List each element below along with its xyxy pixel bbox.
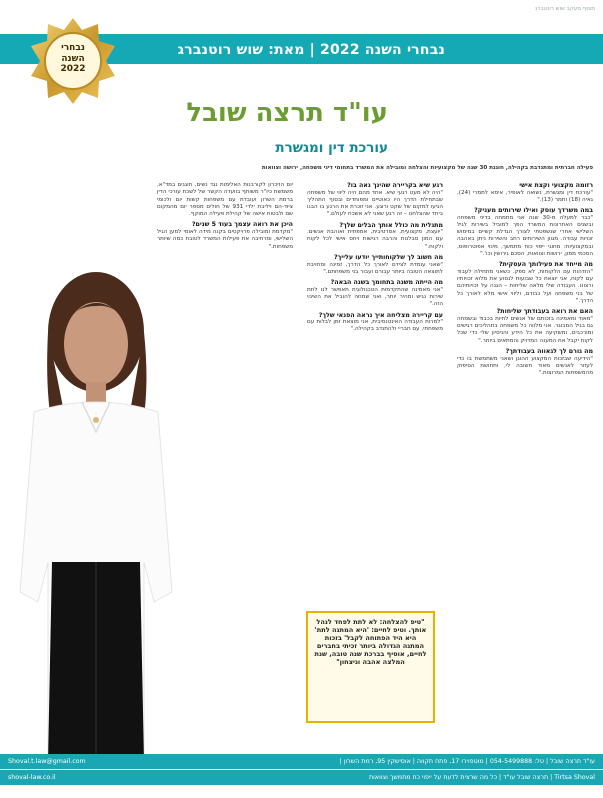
meta-right: מוסף מעקב שוש רוטנברג	[534, 6, 595, 12]
answer: "שאני עומדת לצידם לאורך כל הדרך, זמינה ומחויבת לתוצאה הטובה ביותר עבורם ועבור בני משפחתם."	[307, 261, 443, 275]
answer: "יועצת, מקצועית, אסרטיבית, אמפתית ואוהבת אנשים. עם המון סבלנות והרבה רגישות ויחס אישי לכל לקוח ולקוח."	[307, 229, 443, 250]
answer: "מקדמת ומובילה פרויקטים בקנה מידה לאומי למען הגיל השלישי, ומרחיבה את פעילות המשרד לטובת כמה שיותר משפחות."	[157, 228, 293, 250]
answer: "עורכת דין ומגשרת, נשואה לאופיר, אימא לתמרי (24), גאיה (18) ותמר (13)."	[457, 189, 593, 203]
answer: "הזדהות עם הלקוחות, לא ספק. כשאני מתחילה לעבוד עם לקוח, אני יוצאת כל שבועות לנסוע את מלוא זכויותיו ורצונו. העבודה שלי מלאה שליחות – הגנה על זכויותיהם של בני משפחה ועל כבודם, וליווי אישי מלא לאורך כל הדרך."	[457, 268, 593, 305]
question: עם קריירה מצליחה איך נראה הפנאי שלך?	[318, 311, 443, 319]
answer: יום הזיכרון לקורבנות האלימות נגד נשים, חוגגים במד"א, משמשת כיו"ר משותף בוועדה הקשר של לשכת עורכי הדין ברמת השרון ועובדת עם משפחות קשות יום ולכומי ציוד-הם ויליבת ילדי 931 של חולים מספר יום מהמקום שם ולבטוח אישה של קהילת פעילה המוקף.	[157, 182, 293, 218]
question: מה גורם לך לגאווה בעבודתך?	[505, 348, 593, 356]
article-column-2	[307, 182, 443, 336]
answer: "היה לא מעט רגעי שיא. אחד מהם היה ליווי של משפחה שבתחילת הדרך היו כאוטיים ומפוחדים ובסוף התהליך הגיעו למקום של שקט ורוגע. אני זוכרת את הרגע בו הבנו ביחד שהצלחנו – זה רגע שאני לא אשכח לעולם."	[307, 189, 443, 218]
footer-social[interactable]: Tirtsa Shoval | תרצה שובל עו"ד | כל מה שרצית לדעת על ייפוי כח מתמשך וצוואות	[369, 774, 595, 781]
question: מה הייתה משנה בתחומך בשנה הבאה?	[330, 279, 443, 287]
question: במה משרדך עוסק ואילו שירותים מעניק?	[474, 207, 593, 215]
top-meta	[8, 6, 595, 16]
footer-contact: עו"ד תרצה שובל | טל: 054-5499888 | מוטפוירו 17, פתח תקווה | אוסישקין 95, רמת השרון |	[339, 758, 595, 765]
question: רזומה מקצועי וקצת אישי	[519, 182, 593, 189]
footer-website[interactable]: shoval-law.co.il	[8, 774, 56, 781]
article-column-3	[157, 182, 293, 253]
tip-quote-box: "טיפ להצלחה: לא לתת לפחד לנהל אותך. וטיפ לחיים: 'היא המתנה לתת' היא היד הפתוחה לקבל' בזכות המתנה הגדולה ביותר זכיתי בחברים לחיים, אוסיף בברכת שנה טובה, שנת המלצה אהבה וניצחון"	[306, 611, 435, 723]
footer-email[interactable]: Shoval.t.law@gmail.com	[8, 758, 86, 765]
footer-contact-bar	[0, 754, 603, 769]
question: האם את רואה בעבודתך שליחות?	[496, 308, 593, 316]
question: מה חשוב לך שלקוחותייך יודעו עלייך?	[334, 254, 443, 262]
answer: "למרות העבודה האינטנסיבית, אני מוצאת זמן לבלות עם משפחתי, עם חבריי ולהתנדב בקהילה."	[307, 319, 443, 333]
answer: "כבר למעלה מ-30 שנה אני מתמחה בדיני משפחה ובשנים האחרונות המשרד הפך למוביל בשירות לגיל השלישי אחרי שנשפטתי לצורך הגדלת קשיים במימוש זכויות עבודה. מגוון השירותים רחב והשירות ניתן באהבה ובמקצועיות: מחוגי ייפוי כוח מתמשך, מינוי אפוטרופוס, הסכמי ממון, ירושות וצוואות, הסכם גירושין וכו'."	[457, 214, 593, 258]
question: היכן את רואה עצמך בעוד 5 שנים?	[191, 221, 293, 229]
footer-social-bar	[0, 770, 603, 785]
answer: "הידיעה שבזכות המקצוע ההוגן ושאני משתמשת בו כדי לעזור לאנשים מאוד חשובה לי, ותחושת הסיפוק מהמשפחות המרוצות."	[457, 355, 593, 377]
page-title: עו"ד תרצה שובל	[186, 98, 388, 128]
banner-text: נבחרי השנה 2022 | מאת: שוש רוטנברג	[177, 42, 445, 58]
intro-text: פעילה חברתית ומתנדבת בקהילה, חוגגת 30 שנה של מקצועיות והצלחה ומובילה את המשרד בתחומי דיני משפחה, ירושה וצוואות	[261, 165, 593, 171]
badge-text: נבחרי השנה 2022	[60, 43, 86, 74]
question: מתגלית מה כולל אותך הבלים שלך?	[339, 221, 443, 229]
answer: "מאוד ומאמינה בזכותם של אנשים לחיות בכבוד ובשמחה גם בגיל המבוגר. אני מלווה כל משפחה בתהליכים רגישים ומורכבים, ומשקיעה את כל הידע והניסיון שלי כדי שכל לקוח יקבל את המענה המדויק והמתאים ביותר."	[457, 315, 593, 344]
article-column-1	[457, 182, 593, 379]
page-subtitle: עורכת דין ומגשרת	[275, 140, 388, 156]
question: מה מייחד את פעילותך העסקית?	[498, 261, 593, 269]
portrait-photo	[4, 262, 182, 762]
answer: "אני מאמינה שהתקדמות הטכנולוגית תאפשר לנו לתת שירות נגיש ומהיר יותר, ואני שמחה להוביל את השינוי הזה."	[307, 286, 443, 308]
question: רגע שיא בקריירה שהינך גאה בו?	[347, 182, 443, 189]
